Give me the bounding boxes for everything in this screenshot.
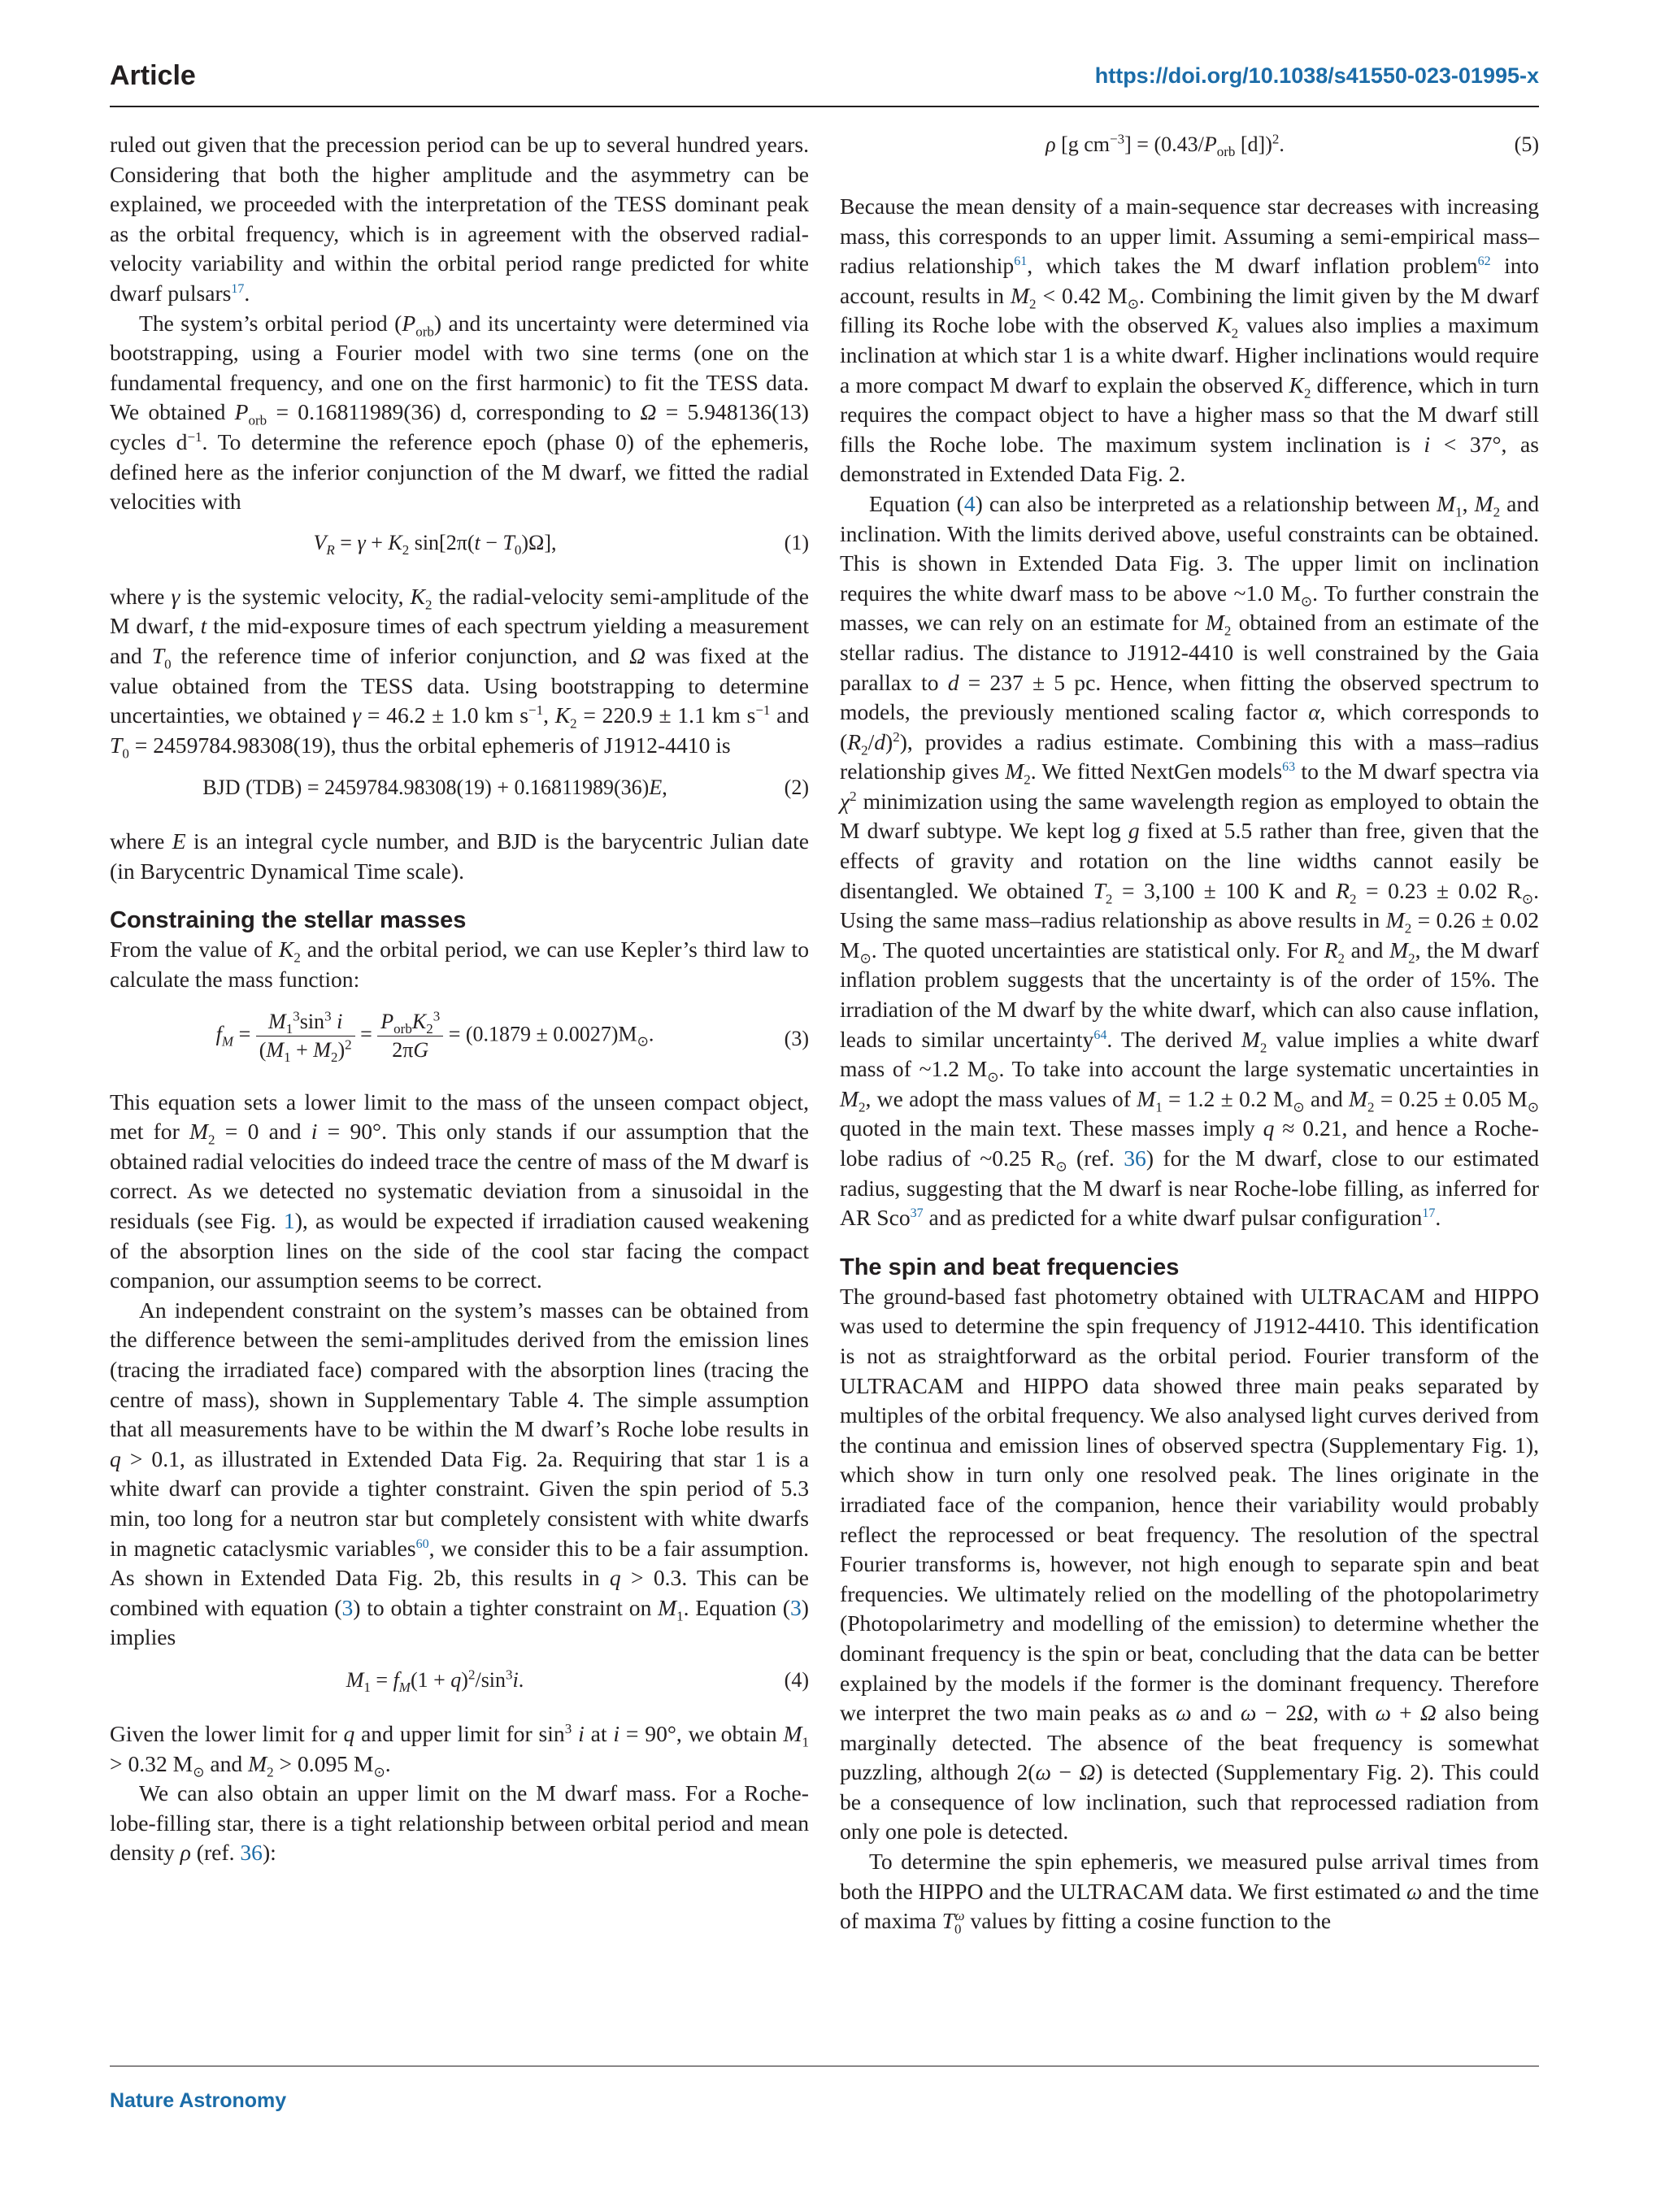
paragraph: The system’s orbital period $(P_{orb})$ and its uncertainty were determined via bootstrapping, using a Fourier model with two sine terms (one on the fundamental frequency, and one on the first harmonic) to fit the TESS data. We obtained $P_{orb} = 0.16811989(36)$ d, corresponding to Ω = 5.948136(13) cycles $d^{-1}$. To determine the reference epoch (phase 0) of the ephemeris, defined here as the inferior conjunction of the M dwarf, we fitted the radial velocities with (110, 310, 810, 515)
paragraph: This equation sets a lower limit to the mass of the unseen compact object, met for $M_2 = 0$ and i = 90°. This only stands if our assumption that the obtained radial velocities do indeed trace the centre of mass of the M dwarf is correct. As we detected no systematic deviation from a sinusoidal in the residuals (see Fig. 1), as would be expected if irradiation caused weakening of the absorption lines on the side of the cool star facing the compact companion, our assumption seems to be correct. (110, 1089, 809, 1293)
paragraph: We can also obtain an upper limit on the M dwarf mass. For a Roche-lobe-filling star, there is a tight relationship between orbital period and mean density ρ (ref. 36): (110, 1780, 809, 1866)
equation-3: $f_M$ = $\frac{M_1^3\sin^3 i}{(M_1 + M_2)^2}$ = $\frac{P_{orb}K_2^3}{2\pi G}$ = $(0.1879 \pm 0.0027)M_⊙$. (3) (215, 1008, 809, 1065)
equation-link[interactable]: 4 (963, 490, 976, 516)
citation-link[interactable]: 36 (1124, 1145, 1146, 1171)
section-heading: Constraining the stellar masses (110, 907, 467, 934)
equation-2: BJD (TDB) = 2459784.98308(19) + 0.16811989(36)E, (2) (110, 773, 809, 802)
paragraph: Given the lower limit for q and upper limit for $\sin^3 i$ at i = 90°, we obtain $M_1 > 0.32$ $M_⊙$ and $M_2 > 0.095$ $M_⊙$. (110, 1720, 809, 1780)
citation-link[interactable]: 17 (1422, 1206, 1436, 1220)
citation-link[interactable]: 60 (415, 1536, 429, 1551)
equation-number: (1) (784, 530, 809, 554)
right-column (840, 130, 1539, 1936)
citation-link[interactable]: 36 (240, 1840, 263, 1866)
paragraph: where γ is the systemic velocity, $K_2$ the radial-velocity semi-amplitude of the M dwarf, t the mid-exposure times of each spectrum yielding a measurement and $T_0$ the reference time of inferior conjunction, and Ω was fixed at the value obtained from the TESS data. Using bootstrapping to determine uncertainties, we obtained γ = 46.2 ± 1.0 km $s^{-1}$, $K_2 = 220.9 \pm 1.1$ km $s^{-1}$ and $T_0 = 2459784.98308(19)$, thus the orbital ephemeris of J1912-4410 is (110, 583, 809, 762)
citation-link[interactable]: 17 (231, 281, 245, 296)
citation-link[interactable]: 64 (1093, 1028, 1107, 1042)
paragraph: Equation (4) can also be interpreted as a relationship between $M_1$, $M_2$ and inclination. With the limits derived above, useful constraints can be obtained. This is shown in Extended Data Fig. 3. The upper limit on inclination requires the white dwarf mass to be above ~1.0 $M_⊙$. To further constrain the masses, we can rely on an estimate for $M_2$ obtained from an estimate of the stellar radius. The distance to J1912-4410 is well constrained by the Gaia parallax to d = 237 ± 5 pc. Hence, when fitting the observed spectrum to models, the previously mentioned scaling factor α, which corresponds to $(R_2/d)^2$), provides a radius estimate. Combining this with a mass–radius relationship gives $M_2$. We fitted NextGen models$^{63}$ to the M dwarf spectra via $\chi^2$ minimization using the same wavelength region as employed to obtain the M dwarf subtype. We kept log g fixed at 5.5 rather than free, given that the effects of gravity and rotation on the line widths cannot easily be disentangled. We obtained $T_2 = 3,100 \pm 100$ K and $R_2 = 0.23 \pm 0.02$ $R_⊙$. Using the same mass–radius relationship as above results in $M_2 = 0.26 \pm 0.02$ $M_⊙$. The quoted uncertainties are statistical only. For $R_2$ and $M_2$, the M dwarf inflation problem suggests that the uncertainty is of the order of 15%. The irradiation of the M dwarf by the white dwarf, which can also cause inflation, leads to similar uncertainty$^{64}$. The derived $M_2$ value implies a white dwarf mass of ~1.2 $M_⊙$. To take into account the large systematic uncertainties in $M_2$, we adopt the mass values of $M_1 = 1.2 \pm 0.2$ $M_⊙$ and $M_2 = 0.25 \pm 0.05$ $M_⊙$ quoted in the main text. These masses imply q ≈ 0.21, and hence a Roche-lobe radius of ~0.25 $R_⊙$ (ref. 36) for the M dwarf, close to our estimated radius, suggesting that the M dwarf is near Roche-lobe filling, as inferred for AR Sco$^{37}$ and as predicted for a white dwarf pulsar configuration$^{17}$. (840, 490, 1540, 1231)
header-rule (110, 106, 1539, 107)
paragraph: From the value of $K_2$ and the orbital period, we can use Kepler’s third law to calculate the mass function: (110, 937, 810, 993)
paragraph: An independent constraint on the system’s masses can be obtained from the difference between the semi-amplitudes derived from the emission lines (tracing the irradiated face) compared with the absorption lines (tracing the centre of mass), shown in Supplementary Table 4. The simple assumption that all measurements have to be within the M dwarf’s Roche lobe results in q > 0.1, as illustrated in Extended Data Fig. 2a. Requiring that star 1 is a white dwarf can provide a tighter constraint. Given the spin period of 5.3 min, too long for a neutron star but completely consistent with white dwarfs in magnetic cataclysmic variables$^{60}$, we consider this to be a fair assumption. As shown in Extended Data Fig. 2b, this results in q > 0.3. This can be combined with equation (3) to obtain a tighter constraint on $M_1$. Equation (3) implies (110, 1297, 809, 1650)
left-column (110, 130, 809, 1868)
equation-link[interactable]: 3 (789, 1594, 802, 1620)
equation-number: (5) (1514, 133, 1539, 156)
paragraph: ruled out given that the precession period can be up to several hundred years. Considering that both the higher amplitude and the asymmetry can be explained, we proceeded with the interpretation of the TESS dominant peak as the orbital frequency, which is in agreement with the observed radial-velocity variability and within the orbital period range predicted for white dwarf pulsars$^{17}$. (110, 132, 809, 306)
section-heading: The spin and beat frequencies (840, 1254, 1180, 1280)
equation-link[interactable]: 3 (341, 1594, 354, 1620)
citation-link[interactable]: 37 (910, 1206, 924, 1220)
equation-1: $V_R = \gamma + K_2$ $\sin[2\pi(t - T_0)\Omega]$, (1) (110, 528, 809, 558)
citation-link[interactable]: 63 (1282, 760, 1296, 775)
page-header (110, 57, 1539, 98)
citation-link[interactable]: 62 (1477, 254, 1491, 268)
doi-link[interactable]: https://doi.org/10.1038/s41550-023-01995-x (1094, 63, 1539, 88)
paragraph: where E is an integral cycle number, and BJD is the barycentric Julian date (in Barycentric Dynamical Time scale). (110, 828, 809, 884)
equation-number: (3) (784, 1026, 809, 1050)
figure-link[interactable]: 1 (283, 1208, 295, 1234)
article-label: Article (110, 60, 196, 91)
journal-name: Nature Astronomy (110, 2089, 287, 2112)
paragraph: To determine the spin ephemeris, we measured pulse arrival times from both the HIPPO and the ULTRACAM data. We first estimated ω and the time of maxima $T_0^\omega$ values by fitting a cosine function to the (840, 1849, 1539, 1937)
equation-number: (4) (784, 1667, 809, 1692)
paragraph: Because the mean density of a main-sequence star decreases with increasing mass, this corresponds to an upper limit. Assuming a semi-empirical mass–radius relationship$^{61}$, which takes the M dwarf inflation problem$^{62}$ into account, results in $M_2 < 0.42$ $M_⊙$. Combining the limit given by the M dwarf filling its Roche lobe with the observed $K_2$ values also implies a maximum inclination at which star 1 is a white dwarf. Higher inclinations would require a more compact M dwarf to explain the observed $K_2$ difference, which in turn requires the compact object to have a higher mass so that the M dwarf still fills the Roche lobe. The maximum system inclination is i < 37°, as demonstrated in Extended Data Fig. 2. (840, 193, 1540, 487)
citation-link[interactable]: 61 (1014, 254, 1028, 268)
equation-4: $M_1 = f_M(1 + q)^2/\sin^3i$. (4) (346, 1667, 809, 1696)
equation-number: (2) (784, 776, 809, 800)
equation-5: ρ [g $cm^{-3}] = (0.43/P_{orb}$ [d])$^2$. (5) (1046, 131, 1539, 160)
paragraph: The ground-based fast photometry obtained with ULTRACAM and HIPPO was used to determine the spin frequency of J1912-4410. This identification is not as straightforward as the orbital period. Fourier transform of the ULTRACAM and HIPPO data showed three main peaks separated by multiples of the orbital frequency. We also analysed light curves derived from the continua and emission lines of observed spectra (Supplementary Fig. 1), which show in turn only one resolved peak. The lines originate in the irradiated face of the companion, hence their variability would probably reflect the reprocessed or beat frequency. The resolution of the spectral Fourier transforms is, however, not high enough to separate spin and beat frequencies. We ultimately relied on the modelling of the photopolarimetry (Photopolarimetry and modelling of the emission) to determine whether the dominant frequency is the spin or beat, concluding that the data can be better explained by the models if the former is the dominant frequency. Therefore we interpret the two main peaks as ω and ω − 2Ω, with ω + Ω also being marginally detected. The absence of the beat frequency is somewhat puzzling, although 2(ω − Ω) is detected (Supplementary Fig. 2). This could be a consequence of low inclination, such that reprocessed radiation from only one pole is detected. (840, 1283, 1540, 1845)
